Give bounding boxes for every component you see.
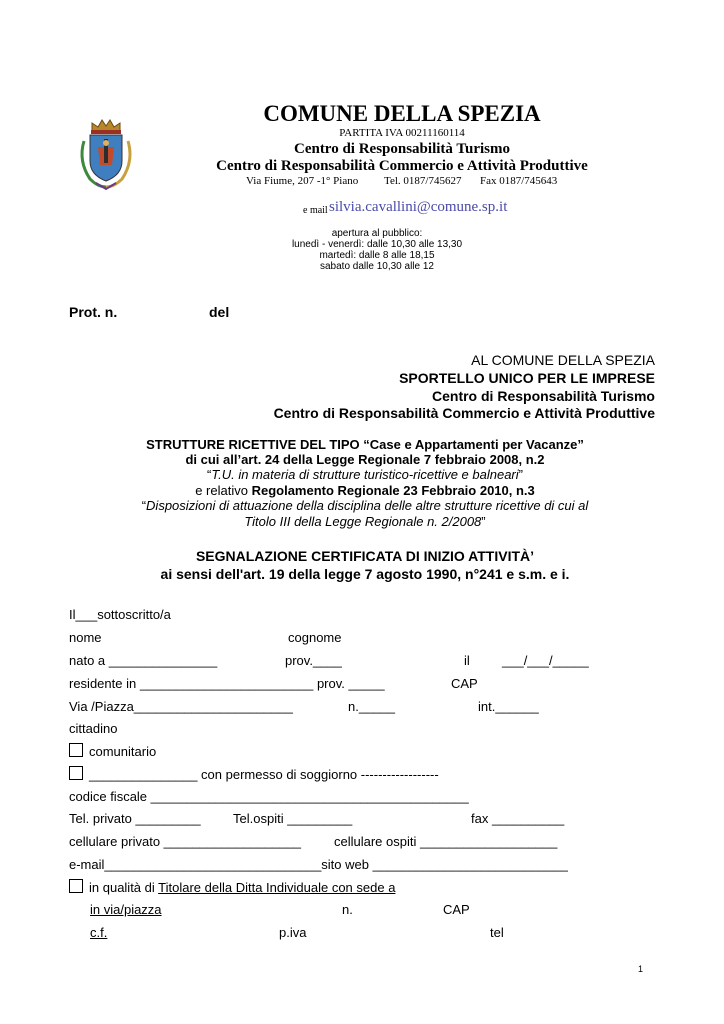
option-titolare[interactable] [69, 879, 395, 895]
field-nome-label: nome [69, 630, 102, 645]
department-commerce: Centro di Responsabilità Commercio e Attività Produttive [216, 158, 588, 174]
protocol-label: Prot. n. [69, 304, 118, 320]
subject-line-1: STRUTTURE RICETTIVE DEL TIPO “Case e Appartamenti per Vacanze” [146, 437, 584, 452]
recipient-line-4: Centro di Responsabilità Commercio e Attività Produttive [273, 405, 655, 421]
titolare-label: Titolare della Ditta Individuale con sede a [158, 880, 396, 895]
protocol-date-label: del [209, 304, 230, 320]
scia-title: SEGNALAZIONE CERTIFICATA DI INIZIO ATTIVITÀ’ [195, 548, 535, 564]
telephone: Tel. 0187/745627 [384, 175, 462, 187]
subject-line-4 [60, 483, 670, 498]
checkbox-titolare[interactable] [69, 879, 83, 893]
subject-line-6 [60, 514, 670, 529]
opening-hours-title: apertura al pubblico: [331, 228, 423, 239]
subject-line-2: di cui all’art. 24 della Legge Regionale 7 febbraio 2008, n.2 [185, 452, 545, 467]
permesso-label: _______________ con permesso di soggiorno ------------------ [89, 767, 439, 782]
sede-piva-label: p.iva [279, 925, 307, 940]
field-cittadino-label: cittadino [69, 721, 118, 736]
page-number: 1 [638, 964, 644, 974]
field-interno[interactable]: int.______ [478, 699, 539, 714]
sede-cap-label: CAP [443, 902, 470, 917]
field-sottoscritto[interactable]: Il___sottoscritto/a [69, 607, 171, 622]
fax-number: Fax 0187/745643 [480, 175, 558, 187]
subject-line-4-prefix: e relativo [195, 483, 252, 498]
field-tel-ospiti[interactable]: Tel.ospiti _________ [233, 811, 353, 826]
recipient-line-1: AL COMUNE DELLA SPEZIA [471, 352, 655, 368]
field-email-website[interactable]: e-mail______________________________sito web ___________________________ [69, 857, 568, 872]
subject-line-3-text: T.U. in materia di strutture turistico-ricettive e balneari [211, 467, 519, 482]
quote-open: “ [207, 467, 212, 482]
vat-number: PARTITA IVA 00211160114 [339, 127, 465, 139]
address: Via Fiume, 207 -1° Piano [246, 175, 359, 187]
opening-hours-saturday: sabato dalle 10,30 alle 12 [320, 261, 434, 272]
coat-of-arms-icon [76, 117, 136, 193]
subject-line-3 [60, 467, 670, 482]
field-birth-date[interactable]: ___/___/_____ [502, 653, 589, 668]
field-tel-privato[interactable]: Tel. privato _________ [69, 811, 201, 826]
subject-line-5 [60, 498, 670, 513]
page-title: COMUNE DELLA SPEZIA [263, 101, 541, 126]
sede-via-label: in via/piazza [90, 902, 162, 917]
sede-address-row[interactable] [90, 902, 471, 917]
subject-line-4-regulation: Regolamento Regionale 23 Febbraio 2010, n.3 [251, 483, 535, 498]
email-link[interactable]: silvia.cavallini@comune.sp.it [329, 199, 508, 215]
department-tourism: Centro di Responsabilità Turismo [293, 141, 511, 157]
subject-line-6-text: Titolo III della Legge Regionale n. 2/2008 [244, 514, 482, 529]
field-cell-ospiti[interactable]: cellulare ospiti ___________________ [334, 834, 558, 849]
field-prov-birth[interactable]: prov.____ [285, 653, 342, 668]
comunitario-label: comunitario [89, 744, 157, 759]
sede-tel-label: tel [490, 925, 504, 940]
recipient-line-3: Centro di Responsabilità Turismo [432, 388, 655, 404]
sede-fiscal-row[interactable] [90, 925, 506, 940]
checkbox-permesso[interactable] [69, 766, 83, 780]
field-residente[interactable]: residente in ________________________ prov. _____ [69, 676, 385, 691]
option-permesso[interactable] [69, 766, 439, 782]
sede-cf-label: c.f. [90, 925, 108, 940]
quote-close-2: ” [481, 514, 486, 529]
quote-open-2: “ [141, 498, 147, 513]
opening-hours-weekdays: lunedì - venerdì: dalle 10,30 alle 13,30 [291, 239, 463, 250]
option-comunitario[interactable] [69, 743, 156, 759]
field-nato-a[interactable]: nato a _______________ [69, 653, 218, 668]
field-cap-label: CAP [451, 676, 478, 691]
recipient-line-2: SPORTELLO UNICO PER LE IMPRESE [399, 370, 655, 386]
quote-close: ” [518, 467, 523, 482]
opening-hours-tuesday: martedì: dalle 8 alle 18,15 [319, 250, 435, 261]
email-label: e mail [303, 205, 328, 216]
field-cell-privato[interactable]: cellulare privato ___________________ [69, 834, 302, 849]
field-codice-fiscale[interactable]: codice fiscale ____________________________________________ [69, 789, 469, 804]
scia-subtitle: ai sensi dell'art. 19 della legge 7 agosto 1990, n°241 e s.m. e i. [160, 566, 570, 582]
field-civic-number[interactable]: n._____ [348, 699, 395, 714]
checkbox-comunitario[interactable] [69, 743, 83, 757]
field-il-label: il [464, 653, 470, 668]
titolare-prefix: in qualità di [89, 880, 159, 895]
field-via-piazza[interactable]: Via /Piazza______________________ [69, 699, 293, 714]
subject-line-5-text: Disposizioni di attuazione della disciplina delle altre strutture ricettive di cui al [146, 498, 589, 513]
sede-number-label: n. [342, 902, 353, 917]
field-cognome-label: cognome [288, 630, 342, 645]
field-fax[interactable]: fax __________ [471, 811, 565, 826]
